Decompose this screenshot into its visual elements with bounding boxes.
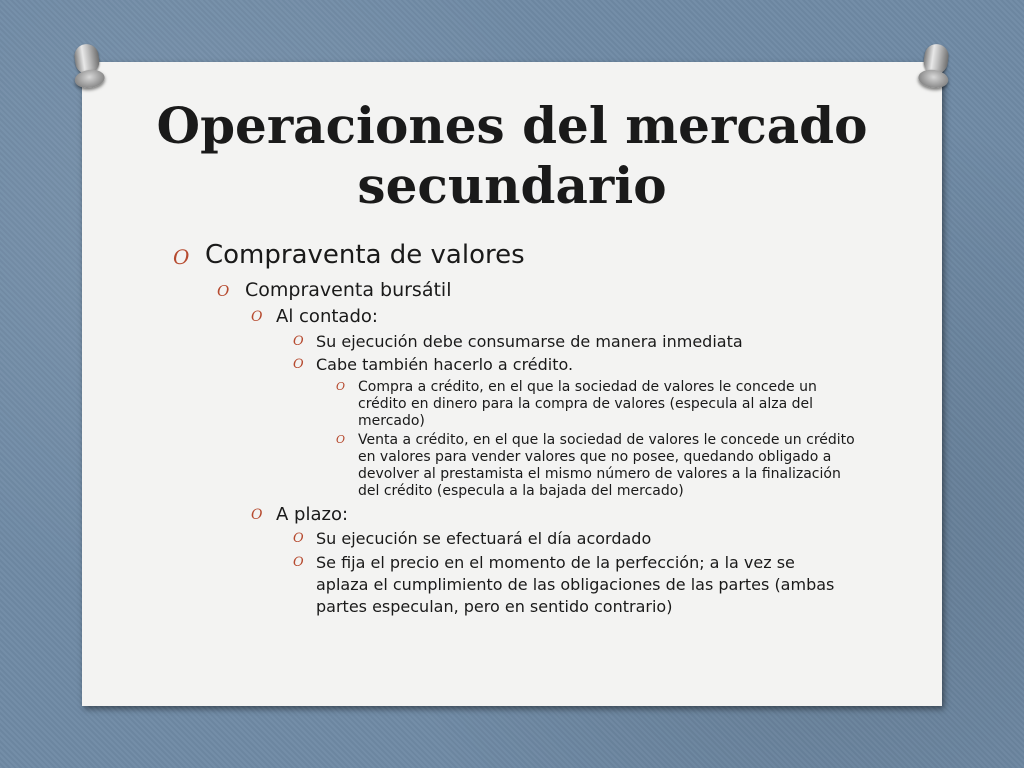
pushpin-icon <box>917 42 953 92</box>
bullet-icon: O <box>336 433 346 446</box>
bullet-icon: O <box>251 309 263 325</box>
list-item <box>293 331 896 353</box>
list-item-text: Compraventa de valores <box>205 240 525 270</box>
list-item-text: Cabe también hacerlo a crédito. <box>316 355 574 374</box>
pushpin-icon <box>70 42 106 92</box>
list-item-text: Al contado: <box>276 306 378 327</box>
list-item-text: Compraventa bursátil <box>245 279 452 301</box>
list-item <box>251 503 896 527</box>
list-item-text: Su ejecución se efectuará el día acordado <box>316 529 652 548</box>
list-item <box>293 528 896 550</box>
list-item-text: Se fija el precio en el momento de la perfección; a la vez se aplaza el cumplimiento de las obligaciones de las partes (ambas partes especulan, pero en sentido contrario) <box>316 553 835 616</box>
list-item-text: Su ejecución debe consumarse de manera inmediata <box>316 332 743 351</box>
list-item-text: Compra a crédito, en el que la sociedad de valores le concede un crédito en dinero para la compra de valores (especula al alza del mercado) <box>358 379 817 429</box>
list-item <box>336 432 863 500</box>
list-item <box>293 552 836 618</box>
pushpin-base <box>917 68 949 90</box>
slide-title: Operaciones del mercado secundario <box>156 96 868 215</box>
bullet-icon: O <box>293 334 304 349</box>
bullet-icon: O <box>251 507 263 523</box>
bullet-icon: O <box>293 531 304 546</box>
list-item <box>217 278 905 302</box>
list-item <box>293 354 896 376</box>
list-item-text: A plazo: <box>276 504 349 525</box>
bullet-icon: O <box>173 245 190 269</box>
bullet-icon: O <box>293 357 304 372</box>
bullet-icon: O <box>293 555 304 570</box>
list-item <box>251 305 896 329</box>
bullet-icon: O <box>336 380 346 393</box>
list-item <box>173 240 905 270</box>
bullet-icon: O <box>217 282 230 300</box>
list-item-text: Venta a crédito, en el que la sociedad de valores le concede un crédito en valores para vender valores que no posee, quedando obligado a devolver al prestamista el mismo número de valores a la finalización del crédito (especula a la bajada del mercado) <box>358 432 855 499</box>
list-item <box>336 379 863 430</box>
